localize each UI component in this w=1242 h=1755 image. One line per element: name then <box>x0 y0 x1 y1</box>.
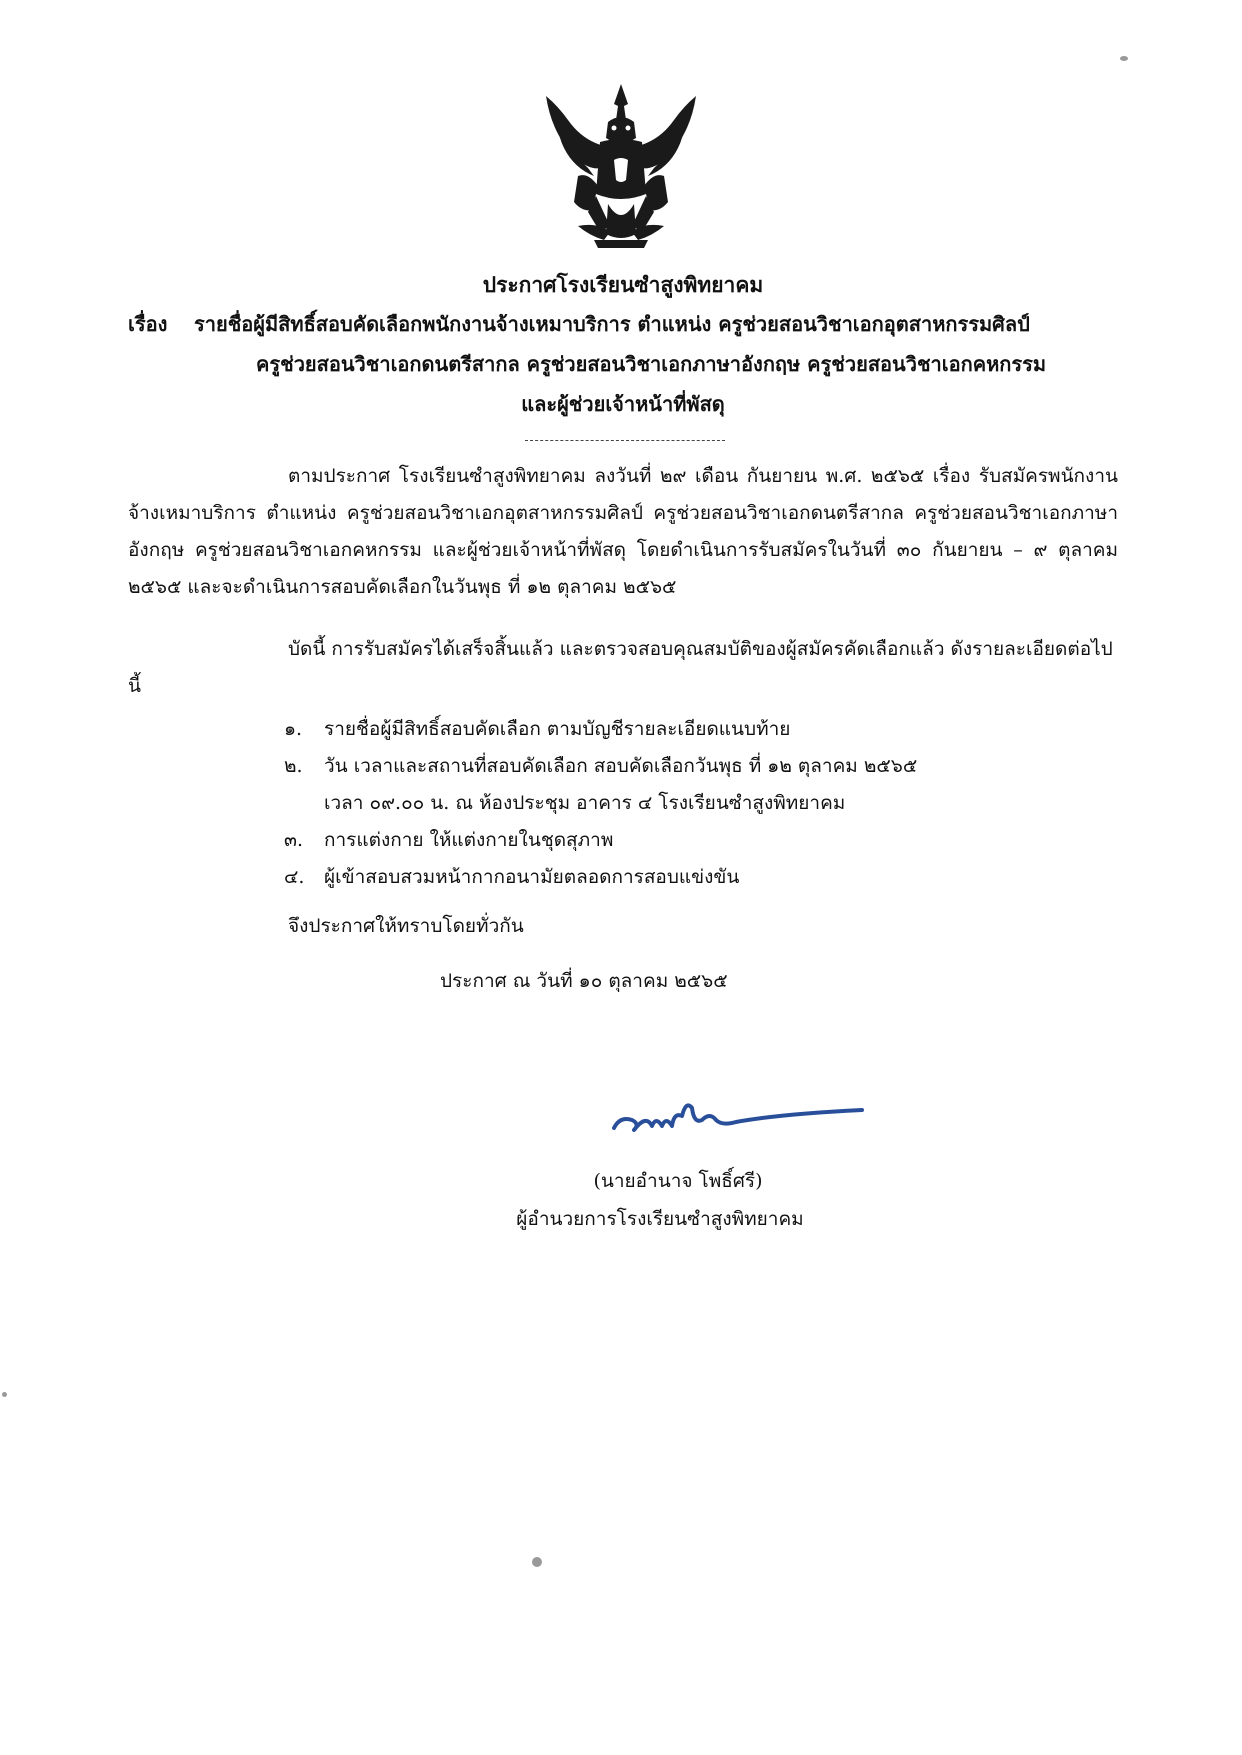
paragraph-reference: ตามประกาศ โรงเรียนซำสูงพิทยาคม ลงวันที่ ๒๙ เดือน กันยายน พ.ศ. ๒๕๖๕ เรื่อง รับสมัครพนักงานจ้างเหมาบริการ ตำแหน่ง ครูช่วยสอนวิชาเอกอุตสาหกรรมศิลป์ ครูช่วยสอนวิชาเอกดนตรีสากล ครูช่วยสอนวิชาเอกภาษาอังกฤษ ครูช่วยสอนวิชาเอกคหกรรม และผู้ช่วยเจ้าหน้าที่พัสดุ โดยดำเนินการรับสมัครในวันที่ ๓๐ กันยายน – ๙ ตุลาคม ๒๕๖๕ และจะดำเนินการสอบคัดเลือกในวันพุธ ที่ ๑๒ ตุลาคม ๒๕๖๕ <box>128 465 1118 598</box>
garuda-emblem-icon <box>538 76 704 254</box>
list-item <box>128 748 1118 822</box>
signer-block <box>470 1162 850 1238</box>
closing-statement: จึงประกาศให้ทราบโดยทั่วกัน <box>288 915 524 937</box>
item-number: ๔. <box>284 866 305 888</box>
subject-line-1: รายชื่อผู้มีสิทธิ์สอบคัดเลือกพนักงานจ้างเหมาบริการ ตำแหน่ง ครูช่วยสอนวิชาเอกอุตสาหกรรมศิลป์ <box>194 312 1030 336</box>
scan-speck <box>532 1557 542 1567</box>
item-number: ๑. <box>284 718 303 740</box>
subject-text <box>194 304 1118 424</box>
list-item <box>128 822 1118 859</box>
item-number: ๒. <box>284 755 303 777</box>
item-text: การแต่งกาย ให้แต่งกายในชุดสุภาพ <box>324 829 614 851</box>
announcement-body <box>128 458 1118 1000</box>
item-continuation: เวลา ๐๙.๐๐ น. ณ ห้องประชุม อาคาร ๔ โรงเรียนซำสูงพิทยาคม <box>324 792 846 814</box>
announcement-subject <box>128 304 1118 424</box>
item-number: ๓. <box>284 829 304 851</box>
subject-line-3: และผู้ช่วยเจ้าหน้าที่พัสดุ <box>521 392 725 416</box>
item-text: รายชื่อผู้มีสิทธิ์สอบคัดเลือก ตามบัญชีรายละเอียดแนบท้าย <box>324 718 791 740</box>
header-divider <box>525 440 725 441</box>
announcement-title: ประกาศโรงเรียนซำสูงพิทยาคม <box>482 272 764 297</box>
signer-position: ผู้อำนวยการโรงเรียนซำสูงพิทยาคม <box>516 1208 804 1230</box>
detail-list <box>128 711 1118 896</box>
subject-label: เรื่อง <box>128 312 168 336</box>
signature-icon <box>610 1090 870 1150</box>
announcement-header <box>128 266 1118 424</box>
list-item <box>128 859 1118 896</box>
item-text: วัน เวลาและสถานที่สอบคัดเลือก สอบคัดเลือกวันพุธ ที่ ๑๒ ตุลาคม ๒๕๖๕ เวลา ๐๙.๐๐ น. ณ ห้องประชุม อาคาร ๔ โรงเรียนซำสูงพิทยาคม <box>324 748 1118 822</box>
item-text: ผู้เข้าสอบสวมหน้ากากอนามัยตลอดการสอบแข่งขัน <box>324 866 740 888</box>
scan-speck <box>1120 56 1128 61</box>
paragraph-result: บัดนี้ การรับสมัครได้เสร็จสิ้นแล้ว และตรวจสอบคุณสมบัติของผู้สมัครคัดเลือกแล้ว ดังรายละเอียดต่อไปนี้ <box>128 638 1113 697</box>
scan-speck <box>2 1392 7 1397</box>
subject-line-2: ครูช่วยสอนวิชาเอกดนตรีสากล ครูช่วยสอนวิชาเอกภาษาอังกฤษ ครูช่วยสอนวิชาเอกคหกรรม <box>256 352 1047 376</box>
announcement-date: ประกาศ ณ วันที่ ๑๐ ตุลาคม ๒๕๖๕ <box>440 970 728 992</box>
signer-name: (นายอำนาจ โพธิ์ศรี) <box>593 1170 763 1192</box>
list-item <box>128 711 1118 748</box>
